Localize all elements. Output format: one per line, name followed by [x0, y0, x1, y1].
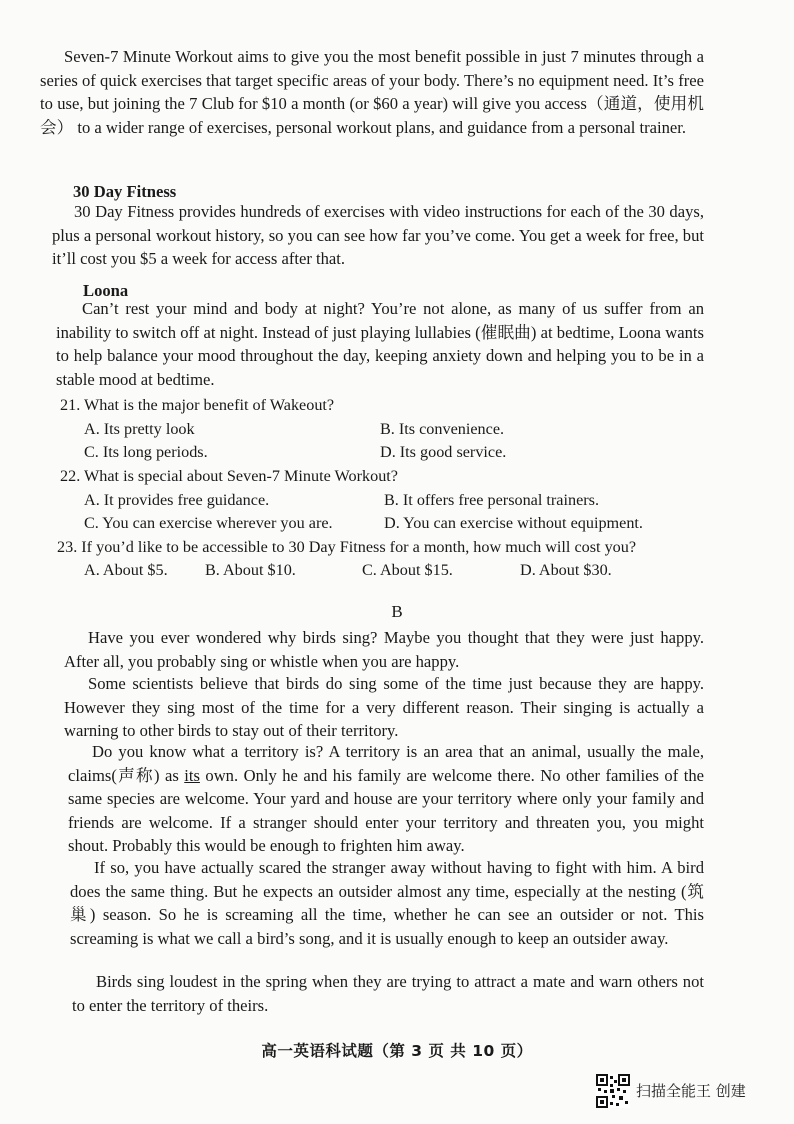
thirty-day-fitness-heading: 30 Day Fitness	[73, 182, 177, 201]
question-22-option-c: C. You can exercise wherever you are.	[84, 514, 333, 532]
question-23-option-b: B. About $10.	[205, 561, 296, 579]
seven-minute-paragraph: Seven-7 Minute Workout aims to give you the most benefit possible in just 7 minutes through a series of quick exercises that target specific areas of your body. There’s no equipment need. It’s free to use, but joining the 7 Club for $10 a month (or $60 a year) will give you access（通道，使用机会） to a wider range of exercises, personal workout plans, and guidance from a personal trainer.	[40, 47, 704, 137]
passage-b-paragraph-4: If so, you have actually scared the stranger away without having to fight with him. A bird does the same thing. But he expects an outsider almost any time, especially at the nesting (筑巢) season. So he is screaming all the time, whether he can see an outsider or not. This screaming is what we call a bird’s song, and it is usually enough to keep an outsider away.	[70, 858, 704, 948]
passage-b-paragraph-3	[68, 740, 704, 858]
question-21-option-a: A. Its pretty look	[84, 420, 195, 438]
passage-b-label: B	[391, 602, 403, 621]
question-21-stem: 21. What is the major benefit of Wakeout?	[60, 396, 335, 414]
passage-b-paragraph-3-end: own. Only he and his family are welcome there. No other families of the same species are welcome. Your yard and house are your territory where only your family and friends are welcome. If a stranger should enter your territory and threaten you, you might shout. Probably this would be enough to frighten him away.	[68, 765, 704, 856]
question-21-option-d: D. Its good service.	[380, 443, 507, 461]
question-21-option-c: C. Its long periods.	[84, 443, 208, 461]
question-22-option-a: A. It provides free guidance.	[84, 491, 270, 509]
qr-code-icon	[596, 1074, 630, 1108]
passage-b-paragraph-5: Birds sing loudest in the spring when they are trying to attract a mate and warn others not to enter the territory of theirs.	[72, 972, 704, 1015]
thirty-day-fitness-paragraph: 30 Day Fitness provides hundreds of exercises with video instructions for each of the 30 days, plus a personal workout history, so you can see how far you’ve come. You get a week for free, but it’ll cost you $5 a week for access after that.	[52, 202, 704, 269]
loona-heading: Loona	[83, 281, 129, 300]
question-23-option-d: D. About $30.	[520, 561, 612, 579]
question-21-option-b: B. Its convenience.	[380, 420, 505, 438]
loona-paragraph: Can’t rest your mind and body at night? You’re not alone, as many of us suffer from an inability to switch off at night. Instead of just playing lullabies (催眠曲) at bedtime, Loona wants to help balance your mood throughout the day, keeping anxiety down and helping you to be in a stable mood at bedtime.	[56, 299, 704, 389]
passage-b-paragraph-1: Have you ever wondered why birds sing? Maybe you thought that they were just happy. After all, you probably sing or whistle when you are happy.	[64, 628, 704, 671]
question-22-option-d: D. You can exercise without equipment.	[384, 514, 643, 532]
question-23-option-c: C. About $15.	[362, 561, 453, 579]
underlined-word-its: its	[184, 765, 200, 785]
passage-b-paragraph-3-start: Do you know what a territory is? A territory is an area that an animal, usually the male, claims(声称) as	[68, 742, 704, 785]
passage-b-paragraph-2: Some scientists believe that birds do sing some of the time just because they are happy. However they sing most of the time for a very different reason. Their singing is actually a warning to other birds to stay out of their territory.	[64, 674, 704, 741]
question-22-stem: 22. What is special about Seven-7 Minute Workout?	[60, 467, 398, 485]
question-23-stem: 23. If you’d like to be accessible to 30 Day Fitness for a month, how much will cost you?	[57, 538, 637, 556]
question-22-option-b: B. It offers free personal trainers.	[384, 491, 599, 509]
page-footer: 高一英语科试题（第 3 页 共 10 页）	[261, 1042, 533, 1060]
question-23-option-a: A. About $5.	[84, 561, 168, 579]
scanner-watermark-text: 扫描全能王 创建	[636, 1082, 746, 1100]
